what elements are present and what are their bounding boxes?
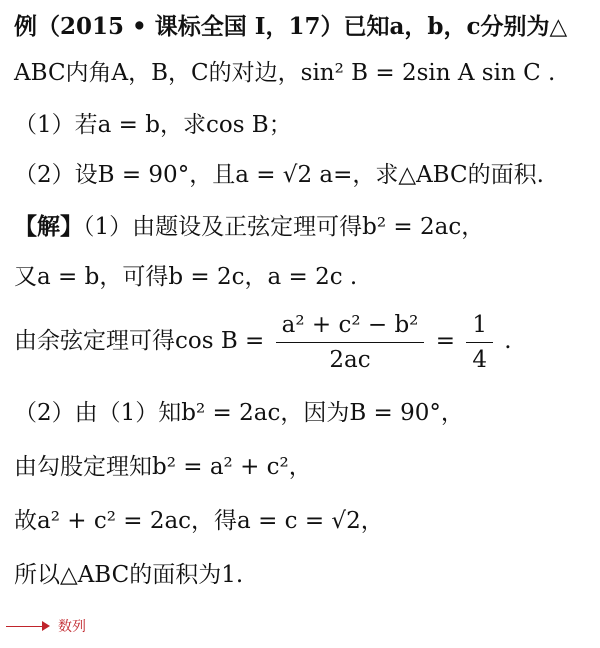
problem-part-2 [14, 160, 592, 190]
solution-line-7-text: 所以△ABC的面积为1. [14, 562, 244, 588]
fraction-result [466, 308, 493, 377]
part-1-text: （1）若a = b，求cos B； [14, 112, 292, 138]
cosine-law-prefix: 由余弦定理可得cos B = [14, 328, 265, 354]
problem-line-1 [14, 12, 592, 42]
solution-line-4-text: （2）由（1）知b² = 2ac，因为B = 90°， [14, 400, 464, 426]
arrow-right-icon [42, 621, 50, 631]
solution-line-6 [14, 506, 592, 536]
solution-line-2 [14, 262, 592, 292]
solution-line-1-text: （1）由题设及正弦定理可得b² = 2ac， [83, 214, 485, 240]
problem-statement-2: ABC内角A，B，C的对边，sin² B = 2sin A sin C . [14, 60, 556, 86]
fraction-result-denominator: 4 [472, 346, 487, 373]
line-3-period: . [504, 328, 512, 354]
solution-line-3 [14, 302, 592, 380]
solution-line-5-text: 由勾股定理知b² = a² + c²， [14, 454, 312, 480]
fraction-cosine-denominator: 2ac [329, 346, 371, 373]
arrow-line-icon [6, 626, 42, 627]
equals-sign: = [435, 328, 455, 354]
fraction-cosine-numerator: a² + c² − b² [276, 308, 425, 343]
solution-line-1 [14, 212, 592, 242]
problem-part-1 [14, 110, 592, 140]
solution-line-6-text: 故a² + c² = 2ac，得a = c = √2， [14, 508, 384, 534]
fraction-result-numerator: 1 [466, 308, 493, 343]
solution-line-5 [14, 452, 592, 482]
footer-label: 数列 [58, 619, 86, 635]
fraction-cosine [276, 308, 425, 377]
footer-link[interactable] [6, 616, 86, 636]
solution-line-4 [14, 398, 592, 428]
part-2-text: （2）设B = 90°，且a = √2 a=，求△ABC的面积. [14, 162, 544, 188]
problem-statement-1: 例（2015 • 课标全国 I，17）已知a，b，c分别为△ [14, 13, 568, 40]
solution-tag: 【解】 [14, 213, 83, 240]
solution-line-2-text: 又a = b，可得b = 2c，a = 2c . [14, 264, 358, 290]
problem-line-2 [14, 58, 592, 88]
solution-line-7 [14, 560, 592, 590]
